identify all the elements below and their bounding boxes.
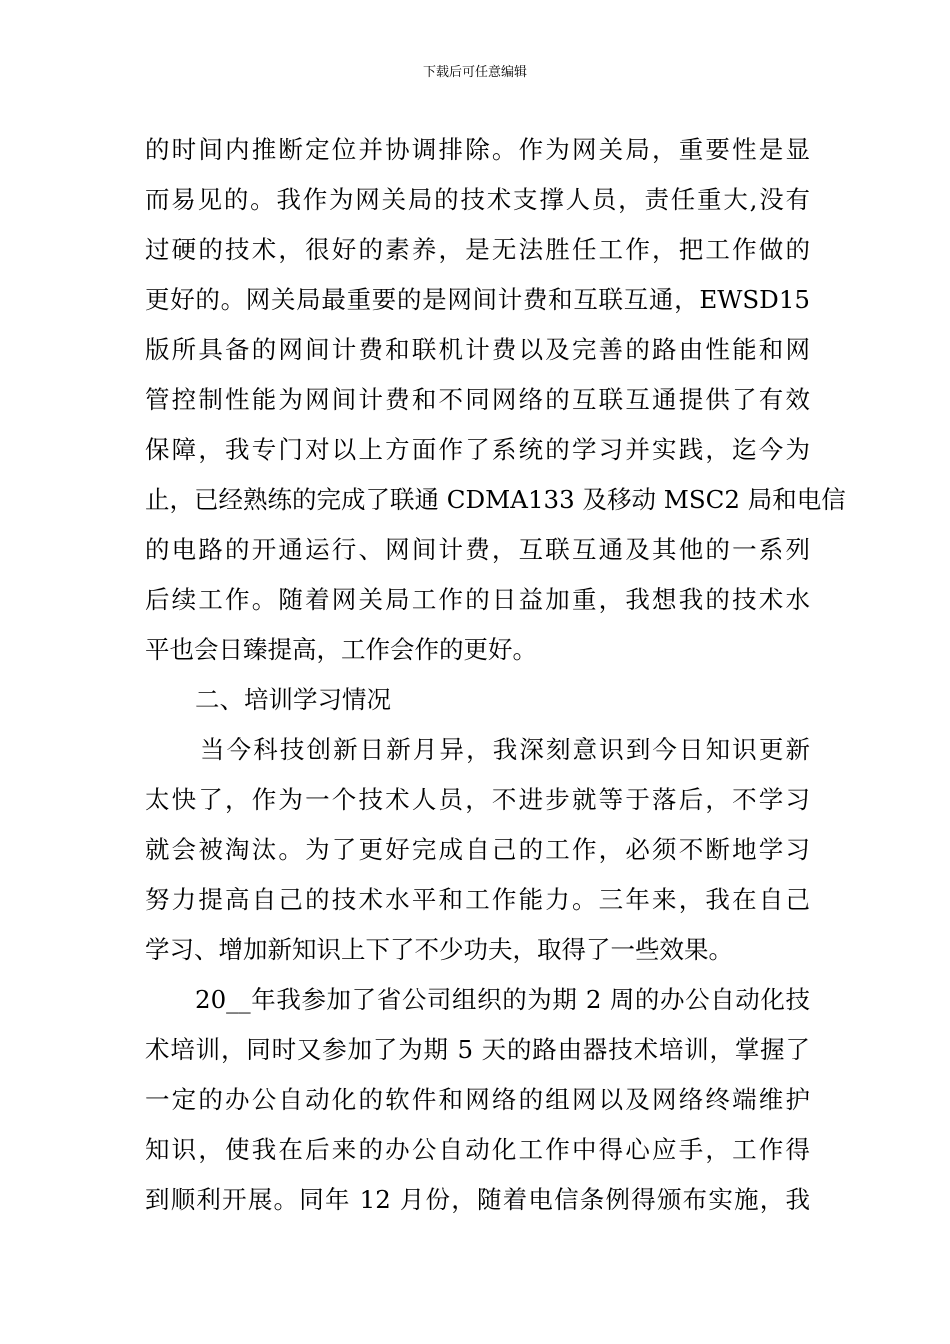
text-line: 到顺利开展。同年 12 月份，随着电信条例得颁布实施，我	[145, 1185, 810, 1214]
text-line: 管控制性能为网间计费和不同网络的互联互通提供了有效	[145, 385, 810, 414]
text-line: 更好的。网关局最重要的是网间计费和互联互通，EWSD15	[145, 285, 810, 314]
text-line: 知识，使我在后来的办公自动化工作中得心应手，工作得	[145, 1135, 810, 1164]
document-body	[145, 125, 846, 1225]
text-line: 努力提高自己的技术水平和工作能力。三年来，我在自己	[145, 885, 810, 914]
text-line: 一定的办公自动化的软件和网络的组网以及网络终端维护	[145, 1085, 810, 1114]
section-heading: 二、培训学习情况	[195, 685, 391, 714]
text-line: 版所具备的网间计费和联机计费以及完善的路由性能和网	[145, 335, 810, 364]
text-line: 就会被淘汰。为了更好完成自己的工作，必须不断地学习	[145, 835, 810, 864]
text-line: 当今科技创新日新月异，我深刻意识到今日知识更新	[200, 735, 810, 764]
text-line: 的时间内推断定位并协调排除。作为网关局，重要性是显	[145, 135, 810, 164]
text-line: 止，已经熟练的完成了联通 CDMA133 及移动 MSC2 局和电信	[145, 485, 846, 514]
page-header: 下载后可任意编辑	[422, 65, 527, 80]
text-line: 过硬的技术，很好的素养，是无法胜任工作，把工作做的	[145, 235, 810, 264]
text-line: 术培训，同时又参加了为期 5 天的路由器技术培训，掌握了	[145, 1035, 810, 1064]
text-line: 保障，我专门对以上方面作了系统的学习并实践，迄今为	[145, 435, 810, 464]
text-line: 20__年我参加了省公司组织的为期 2 周的办公自动化技	[195, 985, 810, 1014]
text-line: 平也会日臻提高，工作会作的更好。	[145, 635, 537, 664]
text-line: 太快了，作为一个技术人员，不进步就等于落后，不学习	[145, 785, 810, 814]
text-line: 而易见的。我作为网关局的技术支撑人员，责任重大,没有	[145, 185, 810, 214]
text-line: 的电路的开通运行、网间计费，互联互通及其他的一系列	[145, 535, 810, 564]
text-line: 学习、增加新知识上下了不少功夫，取得了一些效果。	[145, 935, 733, 964]
text-line: 后续工作。随着网关局工作的日益加重，我想我的技术水	[145, 585, 810, 614]
